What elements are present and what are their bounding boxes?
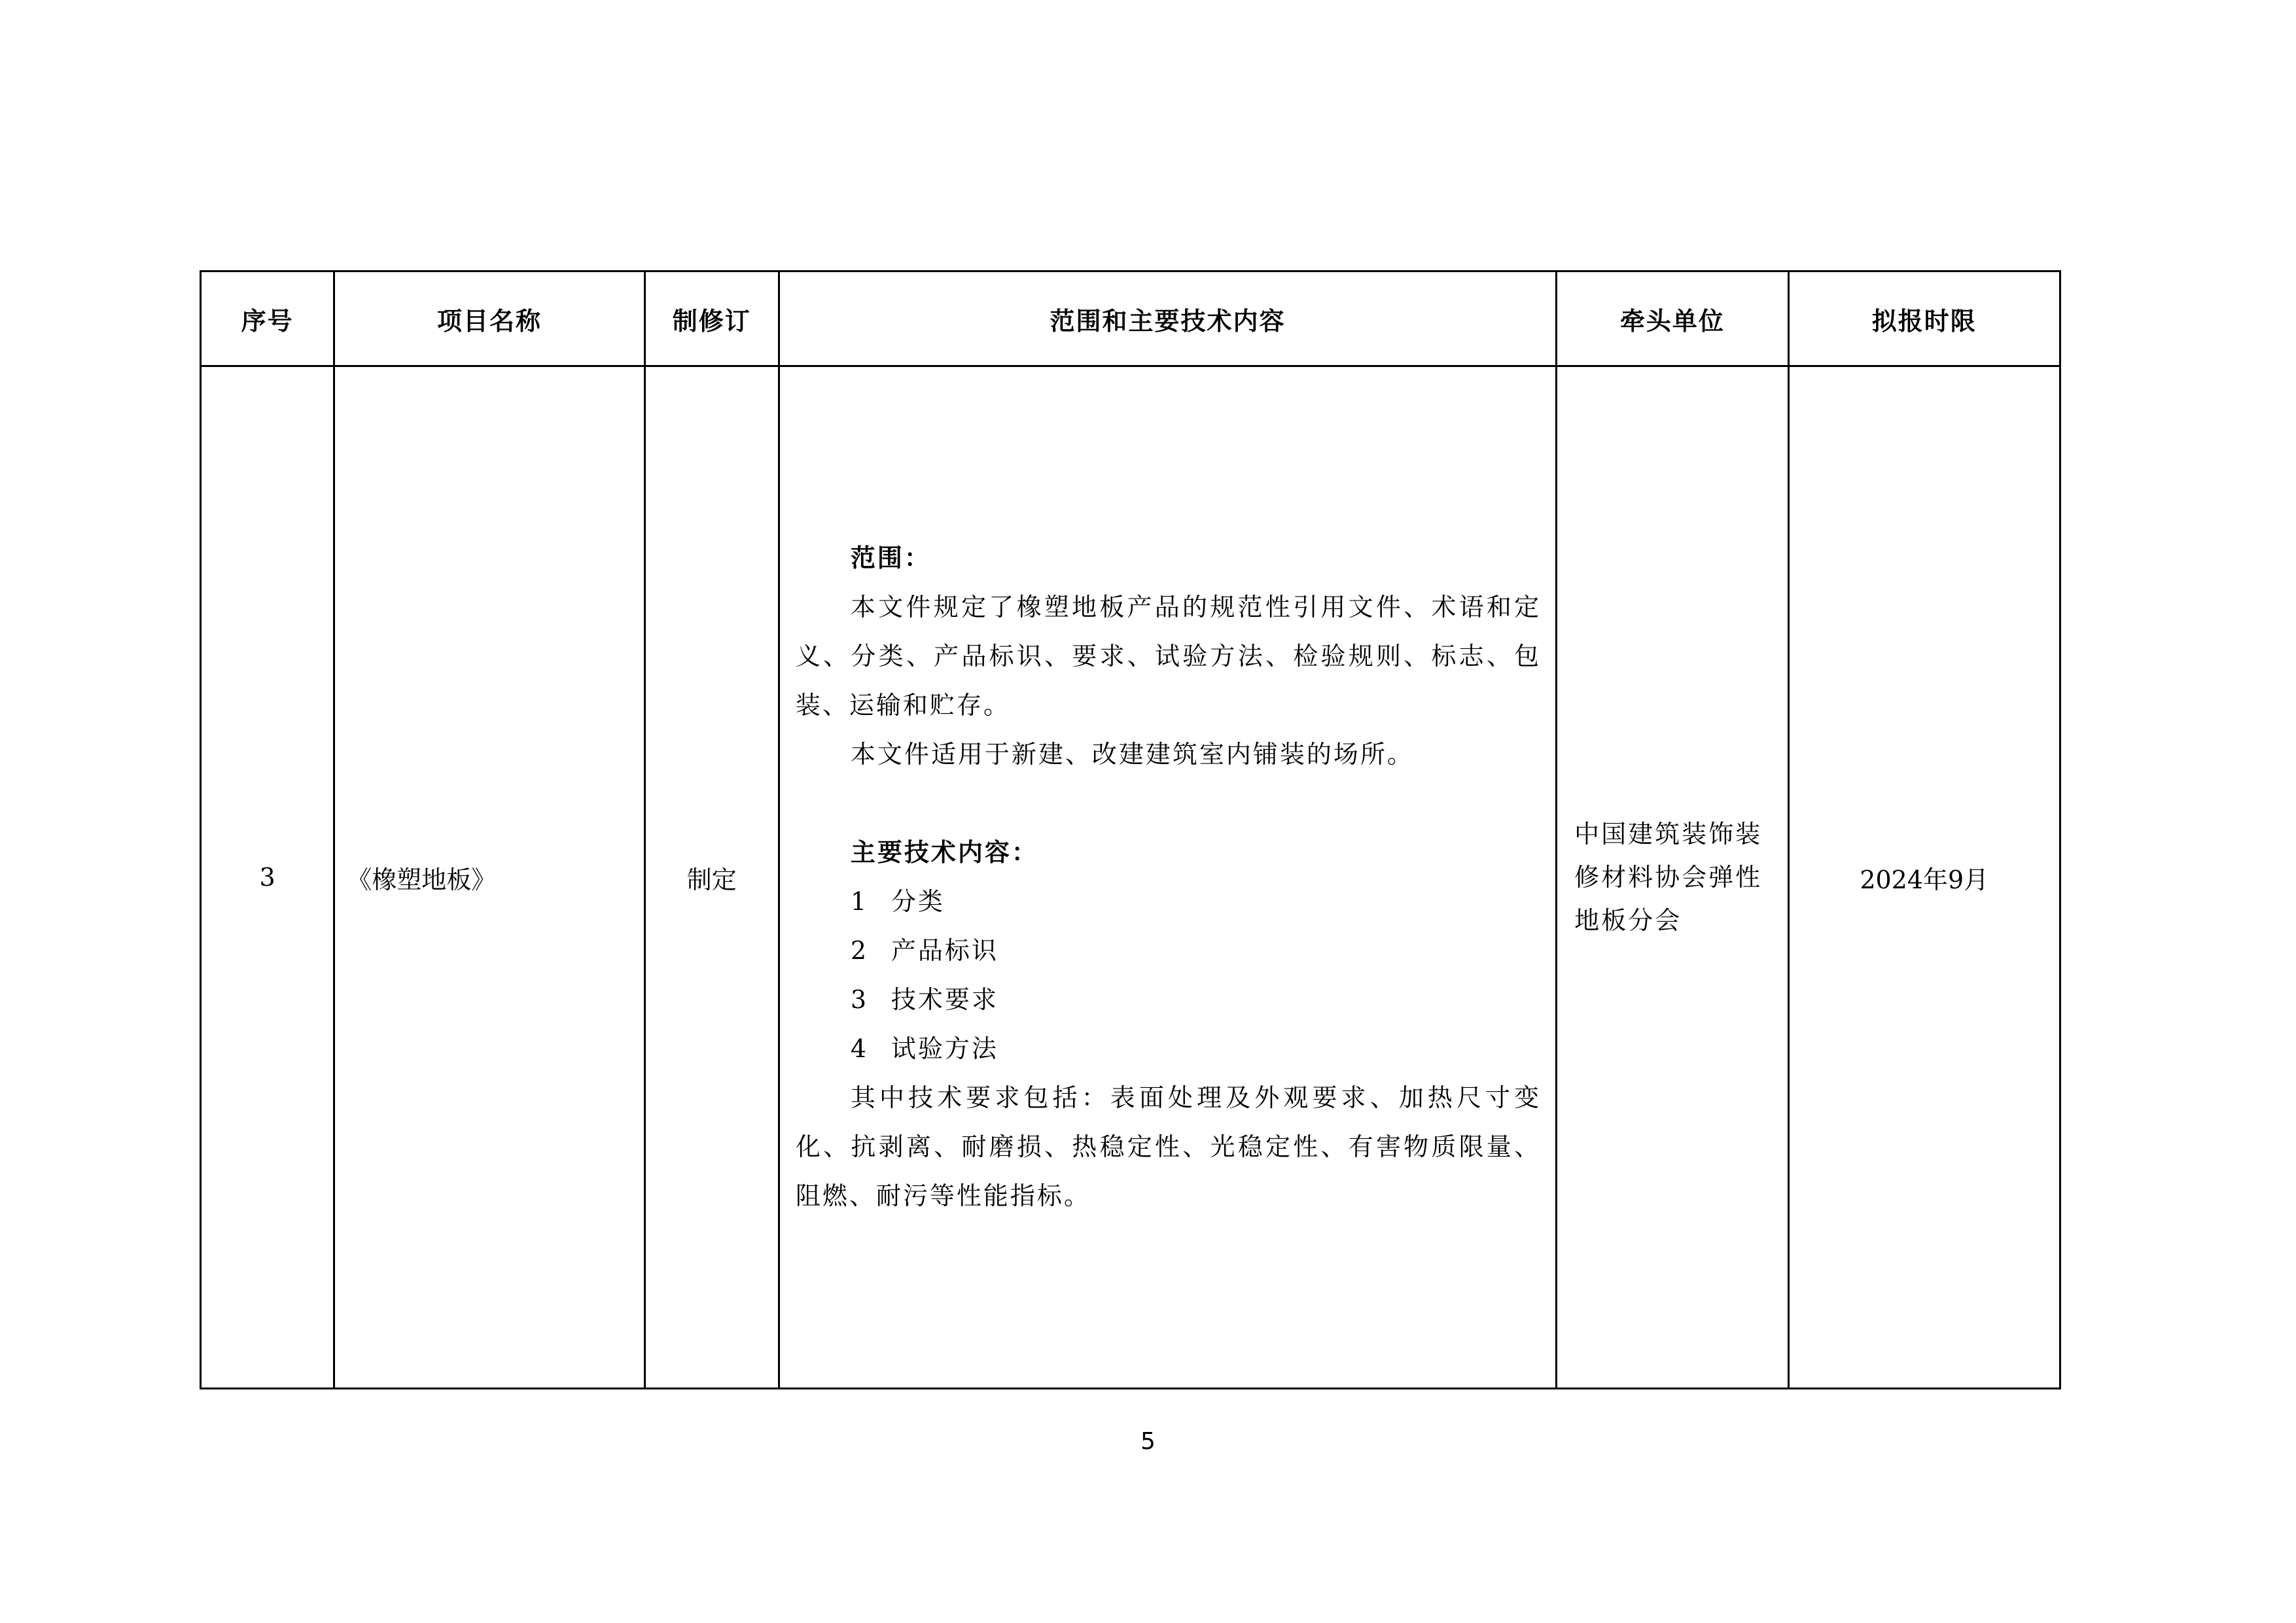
scope-paragraph-1: 本文件规定了橡塑地板产品的规范性引用文件、术语和定义、分类、产品标识、要求、试验方法、检验规则、标志、包装、运输和贮存。 xyxy=(795,593,1542,720)
list-item-number: 1 xyxy=(850,887,869,916)
scope-content xyxy=(796,534,1541,1221)
cell-project-name: 《橡塑地板》 xyxy=(334,366,645,1389)
header-lead: 牵头单位 xyxy=(1557,271,1788,366)
page-number: 5 xyxy=(1140,1428,1156,1455)
scope-heading: 范围： xyxy=(850,544,931,572)
header-type: 制修订 xyxy=(645,271,779,366)
list-item-number: 3 xyxy=(850,985,869,1014)
list-item-text: 试验方法 xyxy=(891,1034,998,1063)
list-item xyxy=(796,877,1541,926)
tech-paragraph: 其中技术要求包括：表面处理及外观要求、加热尺寸变化、抗剥离、耐磨损、热稳定性、光稳定性、有害物质限量、阻燃、耐污等性能指标。 xyxy=(795,1083,1542,1210)
list-item-number: 4 xyxy=(850,1034,869,1063)
standards-table xyxy=(200,270,2061,1389)
header-seq: 序号 xyxy=(201,271,334,366)
table-row xyxy=(201,366,2060,1389)
cell-scope xyxy=(779,366,1556,1389)
header-deadline: 拟报时限 xyxy=(1788,271,2060,366)
cell-seq: 3 xyxy=(201,366,334,1389)
header-scope: 范围和主要技术内容 xyxy=(779,271,1556,366)
spacer xyxy=(796,779,1541,828)
table-header-row xyxy=(201,271,2060,366)
scope-paragraph-2: 本文件适用于新建、改建建筑室内铺装的场所。 xyxy=(850,740,1414,769)
list-item-text: 产品标识 xyxy=(891,936,998,965)
list-item xyxy=(796,1024,1541,1073)
list-item-number: 2 xyxy=(850,936,869,965)
list-item xyxy=(796,926,1541,975)
header-name: 项目名称 xyxy=(334,271,645,366)
list-item-text: 技术要求 xyxy=(891,985,998,1014)
cell-lead-unit: 中国建筑装饰装修材料协会弹性地板分会 xyxy=(1557,366,1788,1389)
list-item-text: 分类 xyxy=(891,887,945,916)
cell-deadline: 2024年9月 xyxy=(1788,366,2060,1389)
list-item xyxy=(796,975,1541,1024)
tech-heading: 主要技术内容： xyxy=(850,838,1038,867)
cell-type: 制定 xyxy=(645,366,779,1389)
